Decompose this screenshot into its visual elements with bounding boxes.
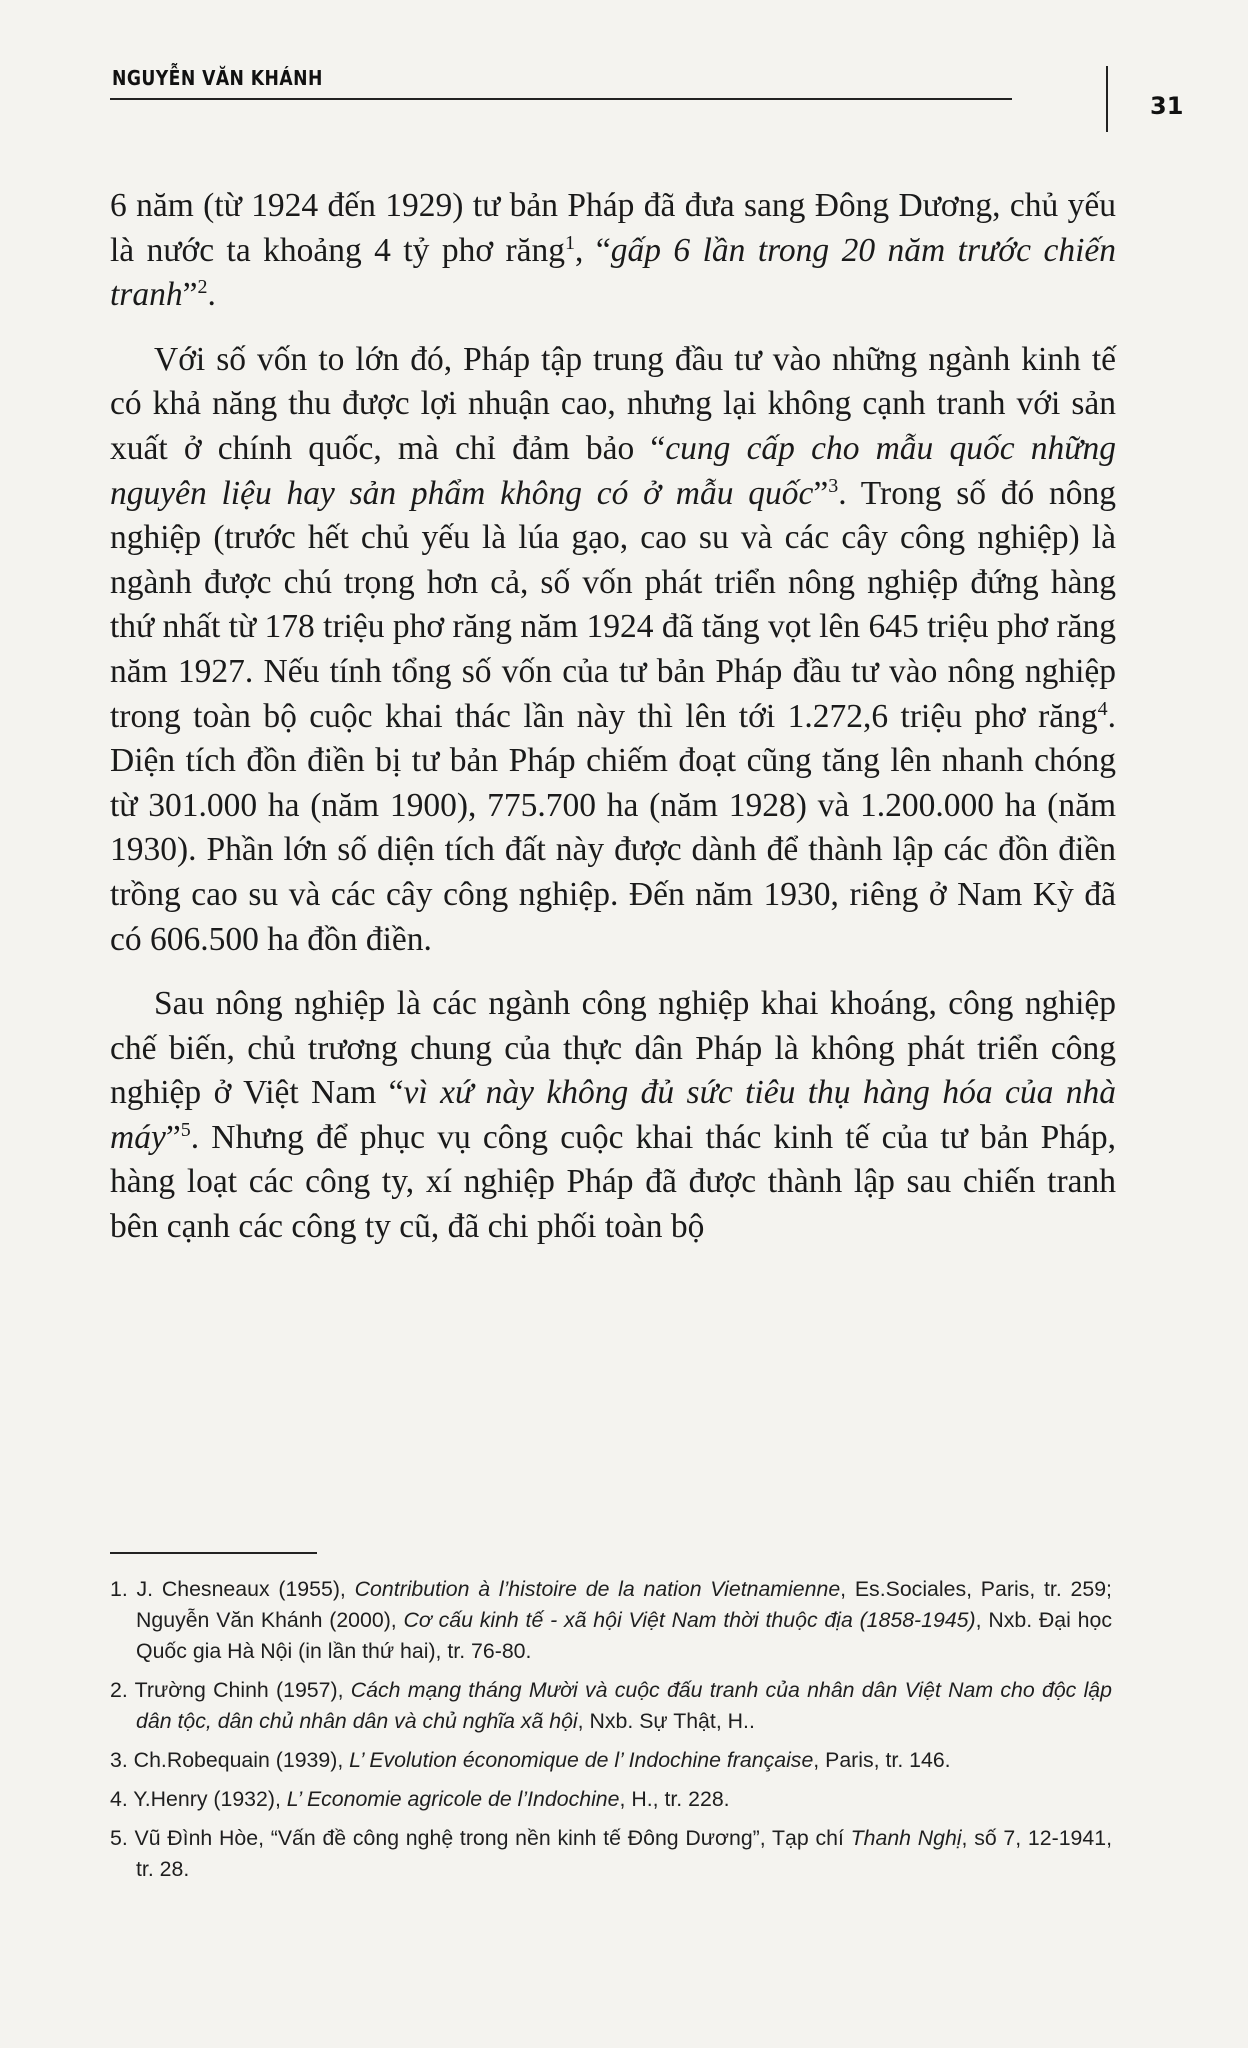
footnote-text: Y.Henry (1932),: [127, 1787, 287, 1811]
footnote-number: 1.: [110, 1577, 128, 1601]
footnote-text: , Nxb. Đại học Quốc gia Hà Nội (in lần thứ hai), tr. 76-80.: [136, 1608, 1112, 1663]
paragraph-3: [110, 982, 1116, 1250]
text-run: ”: [813, 474, 829, 512]
footnote-text: , Nxb. Sự Thật, H..: [577, 1709, 755, 1733]
paragraph-1: [110, 184, 1116, 318]
footnote-text: , Es.Sociales, Paris, tr. 259; Nguyễn Văn Khánh (2000),: [136, 1577, 1112, 1632]
footnote-number: 5.: [110, 1826, 128, 1850]
text-run: , “: [575, 231, 611, 269]
text-run: . Diện tích đồn điền bị tư bản Pháp chiếm đoạt cũng tăng lên nhanh chóng từ 301.000 ha (năm 1900), 775.700 ha (năm 1928) và 1.200.000 ha (năm 1930). Phần lớn số diện tích đất này được dành để thành lập các đồn điền trồng cao su và các cây công nghiệp. Đến năm 1930, riêng ở Nam Kỳ đã có 606.500 ha đồn điền.: [110, 697, 1116, 958]
footnote-title: Cơ cấu kinh tế - xã hội Việt Nam thời thuộc địa (1858-1945): [403, 1608, 976, 1632]
footnote-title: L’ Economie agricole de l’Indochine: [286, 1787, 620, 1811]
footnote-text: , số 7, 12-1941, tr. 28.: [136, 1826, 1112, 1881]
footnote-ref-1: 1: [565, 231, 576, 254]
text-run: ”: [165, 1118, 181, 1156]
footnote-title: Contribution à l’histoire de la nation Vietnamienne: [354, 1577, 841, 1601]
footnote-3: [110, 1745, 1112, 1776]
quote-italic: gấp 6 lần trong 20 năm trước chiến tranh: [110, 231, 1116, 314]
main-text: [110, 184, 1116, 1270]
footnote-1: [110, 1574, 1112, 1667]
footnote-text: Ch.Robequain (1939),: [127, 1748, 350, 1772]
paragraph-2: [110, 338, 1116, 962]
footnote-text: Vũ Đình Hòe, “Vấn đề công nghệ trong nền kinh tế Đông Dương”, Tạp chí: [127, 1826, 851, 1850]
text-run: Với số vốn to lớn đó, Pháp tập trung đầu tư vào những ngành kinh tế có khả năng thu được lợi nhuận cao, nhưng lại không cạnh tranh với sản xuất ở chính quốc, mà chỉ đảm bảo “: [110, 340, 1116, 467]
footnote-separator: [110, 1552, 317, 1554]
text-run: ”: [182, 276, 198, 314]
footnote-title: Cách mạng tháng Mười và cuộc đấu tranh của nhân dân Việt Nam cho độc lập dân tộc, dân chủ nhân dân và chủ nghĩa xã hội: [136, 1678, 1112, 1733]
footnote-number: 2.: [110, 1678, 128, 1702]
footnote-number: 3.: [110, 1748, 128, 1772]
footnote-text: Trường Chinh (1957),: [127, 1678, 351, 1702]
footnotes: [110, 1574, 1112, 1893]
text-run: . Nhưng để phục vụ công cuộc khai thác kinh tế của tư bản Pháp, hàng loạt các công ty, xí nghiệp Pháp đã được thành lập sau chiến tranh bên cạnh các công ty cũ, đã chi phối toàn bộ: [110, 1118, 1116, 1246]
footnote-title: L’ Evolution économique de l’ Indochine française: [349, 1748, 814, 1772]
header-vertical-rule: [1106, 66, 1108, 132]
running-header-author: NGUYỄN VĂN KHÁNH: [112, 66, 323, 90]
footnote-ref-5: 5: [180, 1118, 191, 1141]
text-run: 6 năm (từ 1924 đến 1929) tư bản Pháp đã đưa sang Đông Dương, chủ yếu là nước ta khoảng 4 tỷ phơ răng: [110, 187, 1116, 269]
header-rule: [110, 98, 1012, 100]
text-run: Sau nông nghiệp là các ngành công nghiệp khai khoáng, công nghiệp chế biến, chủ trương chung của thực dân Pháp là không phát triển công nghiệp ở Việt Nam “: [110, 985, 1116, 1112]
footnote-ref-3: 3: [828, 474, 839, 497]
text-run: . Trong số đó nông nghiệp (trước hết chủ yếu là lúa gạo, cao su và các cây công nghiệp) là ngành được chú trọng hơn cả, số vốn phát triển nông nghiệp đứng hàng thứ nhất từ 178 triệu phơ răng năm 1924 đã tăng vọt lên 645 triệu phơ răng năm 1927. Nếu tính tổng số vốn của tư bản Pháp đầu tư vào nông nghiệp trong toàn bộ cuộc khai thác lần này thì lên tới 1.272,6 triệu phơ răng: [110, 474, 1117, 735]
footnote-text: , Paris, tr. 146.: [813, 1748, 951, 1772]
footnote-text: J. Chesneaux (1955),: [127, 1577, 355, 1601]
text-run: .: [207, 276, 216, 314]
footnote-5: [110, 1823, 1112, 1885]
quote-italic: cung cấp cho mẫu quốc những nguyên liệu hay sản phẩm không có ở mẫu quốc: [110, 429, 1116, 512]
footnote-text: , H., tr. 228.: [619, 1787, 730, 1811]
footnote-4: [110, 1784, 1112, 1815]
footnote-ref-4: 4: [1097, 697, 1108, 720]
quote-italic: vì xứ này không đủ sức tiêu thụ hàng hóa của nhà máy: [110, 1074, 1116, 1156]
page-number: 31: [1150, 92, 1184, 120]
footnote-2: [110, 1675, 1112, 1737]
footnote-ref-2: 2: [197, 276, 208, 299]
footnote-title: Thanh Nghị: [850, 1826, 962, 1850]
footnote-number: 4.: [110, 1787, 128, 1811]
